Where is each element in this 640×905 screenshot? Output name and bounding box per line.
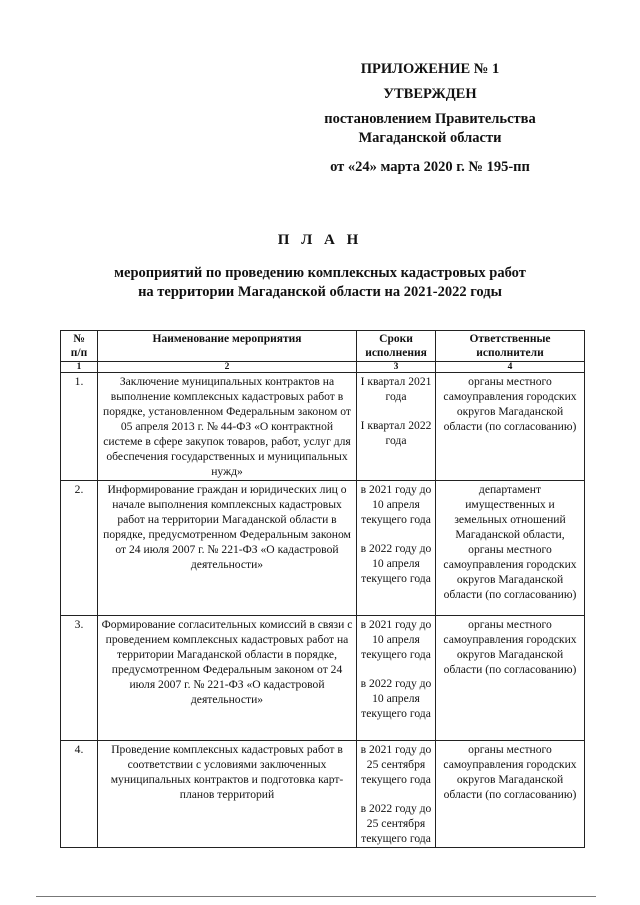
row-num: 1. — [61, 373, 98, 481]
table-header-row — [61, 331, 585, 362]
plan-subtitle — [0, 264, 640, 302]
row-deadline: I квартал 2021 года I квартал 2022 года — [357, 373, 436, 481]
decree-date: от «24» марта 2020 г. № 195-пп — [330, 159, 530, 175]
column-number-row — [61, 362, 585, 373]
row-deadline: в 2021 году до 10 апреля текущего года в 2022 году до 10 апреля текущего года — [357, 616, 436, 741]
plan-title: П Л А Н — [277, 232, 363, 248]
row-responsible: департамент имущественных и земельных отношений Магаданской области, органы местного самоуправления городских округов Магаданской области (по согласованию) — [436, 481, 585, 616]
row-num: 2. — [61, 481, 98, 616]
row-num: 4. — [61, 741, 98, 848]
row-name: Проведение комплексных кадастровых работ в соответствии с условиями заключенных муниципальных контрактов и подготовка карт-планов территорий — [98, 741, 357, 848]
row-name: Информирование граждан и юридических лиц о начале выполнения комплексных кадастровых работ на территории Магаданской области в порядке, предусмотренном Федеральным законом от 24 июля 2007 г. № 221-ФЗ «О кадастровой деятельности» — [98, 481, 357, 616]
row-deadline: в 2021 году до 10 апреля текущего года в 2022 году до 10 апреля текущего года — [357, 481, 436, 616]
header-deadline: Сроки исполнения — [357, 331, 436, 362]
row-deadline: в 2021 году до 25 сентября текущего года в 2022 году до 25 сентября текущего года — [357, 741, 436, 848]
header-num: № п/п — [61, 331, 98, 362]
table-row — [61, 373, 585, 481]
subtitle-line-1: мероприятий по проведению комплексных кадастровых работ — [114, 265, 526, 281]
row-num: 3. — [61, 616, 98, 741]
column-number: 4 — [436, 362, 585, 373]
column-number: 3 — [357, 362, 436, 373]
subtitle-line-2: на территории Магаданской области на 2021-2022 годы — [138, 284, 502, 300]
approved-label: УТВЕРЖДЕН — [383, 86, 477, 102]
column-number: 1 — [61, 362, 98, 373]
plan-table — [60, 330, 585, 848]
header-name: Наименование мероприятия — [98, 331, 357, 362]
row-name: Заключение муниципальных контрактов на выполнение комплексных кадастровых работ в порядке, установленном Федеральным законом от 05 апреля 2013 г. № 44-ФЗ «О контрактной системе в сфере закупок товаров, работ, услуг для обеспечения государственных и муниципальных нужд» — [98, 373, 357, 481]
table-row — [61, 616, 585, 741]
decree-line-2: Магаданской области — [358, 130, 502, 146]
column-number: 2 — [98, 362, 357, 373]
document-header — [300, 60, 560, 177]
appendix-label: ПРИЛОЖЕНИЕ № 1 — [360, 61, 500, 77]
row-responsible: органы местного самоуправления городских округов Магаданской области (по согласованию) — [436, 373, 585, 481]
page-bottom-rule — [36, 896, 596, 897]
header-responsible: Ответственные исполнители — [436, 331, 585, 362]
table-row — [61, 481, 585, 616]
table-row — [61, 741, 585, 848]
row-responsible: органы местного самоуправления городских округов Магаданской области (по согласованию) — [436, 616, 585, 741]
row-name: Формирование согласительных комиссий в связи с проведением комплексных кадастровых работ на территории Магаданской области в порядке, предусмотренном Федеральным законом от 24 июля 2007 г. № 221-ФЗ «О кадастровой деятельности» — [98, 616, 357, 741]
decree-line-1: постановлением Правительства — [324, 111, 536, 127]
row-responsible: органы местного самоуправления городских округов Магаданской области (по согласованию) — [436, 741, 585, 848]
